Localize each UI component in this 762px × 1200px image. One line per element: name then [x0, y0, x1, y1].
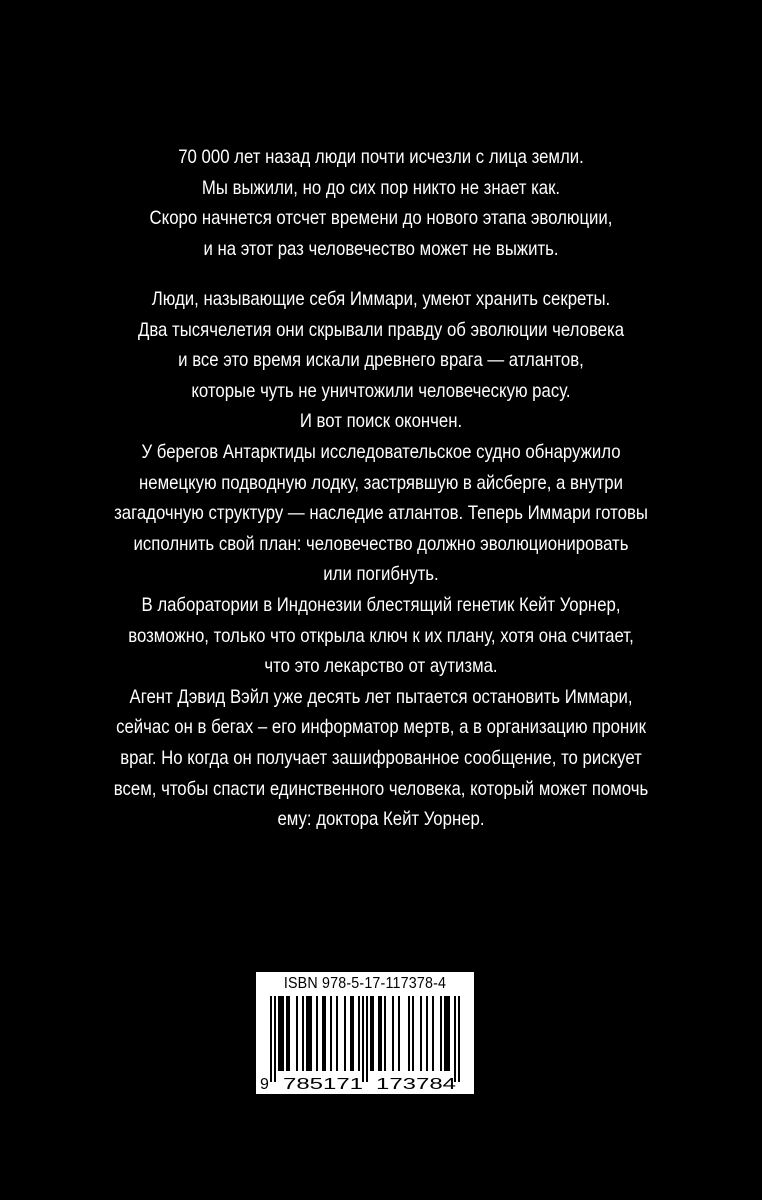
barcode-bar-group [270, 996, 460, 1082]
barcode-left-digits: 785171 [283, 1076, 364, 1093]
barcode-bar [344, 996, 346, 1071]
blurb-paragraph-1 [88, 142, 675, 264]
barcode-bar [350, 996, 354, 1071]
barcode-bar [384, 996, 386, 1071]
barcode-bar [286, 996, 290, 1071]
barcode-guard-bar [454, 996, 456, 1082]
barcode-bar [408, 996, 410, 1071]
blurb-line: исполнить свой план: человечество должно эволюционировать [133, 532, 629, 555]
blurb-line: ему: доктора Кейт Уорнер. [277, 808, 485, 831]
blurb-line: сейчас он в бегах – его информатор мертв, а в организацию проник [116, 716, 646, 739]
barcode-bar [412, 996, 414, 1071]
barcode-guard-bar [270, 996, 272, 1082]
barcode-bar [278, 996, 284, 1071]
blurb-line: возможно, только что открыла ключ к их плану, хотя она считает, [128, 624, 634, 647]
barcode-bar [302, 996, 304, 1071]
barcode-bar [336, 996, 338, 1071]
blurb-line: У берегов Антарктиды исследовательское судно обнаружило [141, 440, 621, 463]
blurb-line: Мы выжили, но до сих пор никто не знает как. [201, 176, 561, 199]
barcode-bar [392, 996, 394, 1071]
blurb-line: Два тысячелетия они скрывали правду об эволюции человека [137, 318, 625, 341]
barcode-bar [398, 996, 400, 1071]
barcode-guard-bar [274, 996, 276, 1082]
blurb-paragraph-2 [88, 284, 675, 835]
blurb-line: и все это время искали древнего врага — атлантов, [178, 349, 584, 372]
blurb-line: И вот поиск окончен. [299, 410, 463, 433]
barcode-bar [306, 996, 312, 1071]
barcode-bar [322, 996, 326, 1071]
barcode-bar [432, 996, 434, 1071]
blurb-line: Скоро начнется отсчет времени до нового этапа эволюции, [149, 207, 613, 230]
blurb-line: загадочную структуру — наследие атлантов. Теперь Иммари готовы [114, 502, 648, 525]
barcode-bar [440, 996, 442, 1071]
barcode-bar [426, 996, 428, 1071]
blurb-line: немецкую подводную лодку, застрявшую в айсберге, а внутри [139, 471, 623, 494]
blurb-line: Агент Дэвид Вэйл уже десять лет пытается остановить Иммари, [129, 685, 633, 708]
blurb-line: Люди, называющие себя Иммари, умеют хранить секреты. [151, 288, 611, 310]
barcode-guard-bar [362, 996, 364, 1082]
barcode-bar [378, 996, 382, 1071]
blurb-line: всем, чтобы спасти единственного человека, который может помочь [113, 777, 649, 800]
blurb-line: или погибнуть. [323, 563, 439, 586]
blurb-line: которые чуть не уничтожили человеческую расу. [191, 379, 571, 402]
barcode-bar [358, 996, 360, 1071]
barcode-first-digit: 9 [260, 1076, 269, 1093]
barcode-bars [256, 972, 474, 1094]
barcode-guard-bar [366, 996, 368, 1082]
blurb-line: В лаборатории в Индонезии блестящий генетик Кейт Уорнер, [141, 593, 621, 616]
barcode-bar [316, 996, 318, 1071]
barcode-bar [370, 996, 374, 1071]
barcode-bar [330, 996, 332, 1071]
isbn-barcode [256, 972, 474, 1094]
blurb-line: и на этот раз человечество может не выжить. [203, 237, 559, 260]
isbn-label: ISBN 978-5-17-117378-4 [283, 975, 447, 992]
blurb-line: 70 000 лет назад люди почти исчезли с лица земли. [178, 146, 584, 168]
barcode-right-digits: 173784 [376, 1076, 457, 1093]
barcode-bar [444, 996, 450, 1071]
blurb-line: враг. Но когда он получает зашифрованное сообщение, то рискует [120, 746, 642, 769]
barcode-bar [296, 996, 298, 1071]
barcode-bar [420, 996, 422, 1071]
barcode-guard-bar [458, 996, 460, 1082]
blurb-line: что это лекарство от аутизма. [264, 655, 498, 678]
